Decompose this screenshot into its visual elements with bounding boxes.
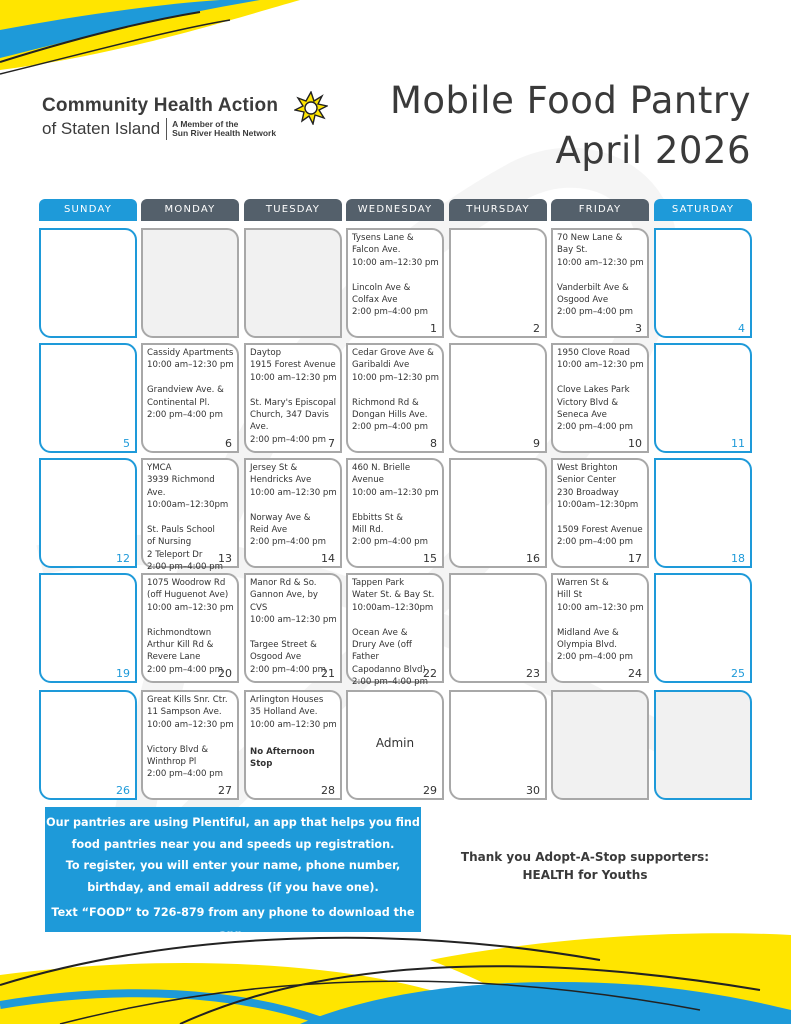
day-number: 8 [430,437,437,450]
day-cell [141,228,239,338]
cell-text: Great Kills Snr. Ctr. 11 Sampson Ave. 10:00 am–12:30 pm Victory Blvd & Winthrop Pl 2:00 pm–4:00 pm [147,695,234,780]
day-number: 23 [526,667,540,680]
day-number: 4 [738,322,745,335]
day-number: 12 [116,552,130,565]
day-number: 25 [731,667,745,680]
sun-icon [294,91,328,125]
day-cell [39,343,137,453]
bottom-swoosh [0,933,791,1024]
day-cell [449,458,547,568]
day-cell [141,343,239,453]
day-cell [141,690,239,800]
info-line: To register, you will enter your name, phone number, [65,859,401,872]
day-cell [346,343,444,453]
cell-note: No Afternoon Stop [250,747,315,770]
day-cell [346,573,444,688]
member-line2: Sun River Health Network [172,128,277,138]
cell-text: Jersey St & Hendricks Ave 10:00 am–12:30 pm Norway Ave & Reid Ave 2:00 pm–4:00 pm [250,463,337,548]
day-cell [39,458,137,568]
day-cell [141,573,239,683]
cell-text: Warren St & Hill St 10:00 am–12:30 pm Midland Ave & Olympia Blvd. 2:00 pm–4:00 pm [557,578,644,663]
day-number: 21 [321,667,335,680]
day-number: 18 [731,552,745,565]
cell-text: West Brighton Senior Center 230 Broadway 10:00am–12:30pm 1509 Forest Avenue 2:00 pm–4:00 pm [557,463,643,548]
title-line2: April 2026 [555,129,751,172]
page-title [390,76,751,176]
day-number: 14 [321,552,335,565]
day-cell [551,690,649,800]
organization-logo [42,95,278,140]
day-number: 6 [225,437,232,450]
day-cell [346,228,444,338]
day-header-sunday: SUNDAY [39,199,137,221]
day-number: 20 [218,667,232,680]
day-cell [551,228,649,338]
info-line: birthday, and email address (if you have one). [87,880,379,894]
day-number: 27 [218,784,232,797]
day-headers [39,199,752,221]
day-number: 10 [628,437,642,450]
day-number: 26 [116,784,130,797]
org-name: Community Health Action [42,95,279,116]
day-cell [141,458,239,573]
day-cell [39,228,137,338]
title-line1: Mobile Food Pantry [389,79,751,122]
day-cell [39,690,137,800]
cell-text: Tysens Lane & Falcon Ave. 10:00 am–12:30 pm Lincoln Ave & Colfax Ave 2:00 pm–4:00 pm [352,233,439,318]
plentiful-info-box [45,807,421,941]
day-number: 9 [533,437,540,450]
day-number: 19 [116,667,130,680]
day-number: 28 [321,784,335,797]
day-number: 7 [328,437,335,450]
day-number: 1 [430,322,437,335]
cell-text: Daytop 1915 Forest Avenue 10:00 am–12:30 pm St. Mary's Episcopal Church, 347 Davis Ave. 2:00 pm–4:00 pm [250,348,337,445]
cell-text: YMCA 3939 Richmond Ave. 10:00am–12:30pm St. Pauls School of Nursing 2 Teleport Dr 2:00 pm–4:00 pm [147,463,229,573]
day-cell [449,573,547,683]
day-number: 11 [731,437,745,450]
day-cell [551,458,649,568]
day-cell [654,458,752,568]
day-header-saturday: SATURDAY [654,199,752,221]
day-cell [244,343,342,453]
day-number: 29 [423,784,437,797]
day-cell [654,228,752,338]
org-sub: of Staten Island [42,119,161,138]
logo-subline [42,118,278,140]
day-cell [346,690,444,800]
info-line: food pantries near you and speeds up registration. [71,837,395,851]
top-left-swoosh [0,0,300,74]
day-number: 22 [423,667,437,680]
day-cell [449,228,547,338]
day-cell [244,458,342,568]
day-cell [39,573,137,683]
day-header-friday: FRIDAY [551,199,649,221]
day-header-wednesday: WEDNESDAY [346,199,444,221]
day-number: 3 [635,322,642,335]
cell-text: 460 N. Brielle Avenue 10:00 am–12:30 pm Ebbitts St & Mill Rd. 2:00 pm–4:00 pm [352,463,439,548]
cell-text: 70 New Lane & Bay St. 10:00 am–12:30 pm Vanderbilt Ave & Osgood Ave 2:00 pm–4:00 pm [557,233,644,318]
cell-text: Cassidy Apartments 10:00 am–12:30 pm Grandview Ave. & Continental Pl. 2:00 pm–4:00 pm [147,348,234,421]
day-number: 24 [628,667,642,680]
day-number: 30 [526,784,540,797]
day-cell [449,690,547,800]
day-number: 17 [628,552,642,565]
cell-text: Cedar Grove Ave & Garibaldi Ave 10:00 pm–12:30 pm Richmond Rd & Dongan Hills Ave. 2:00 pm–4:00 pm [352,348,439,433]
day-cell [654,690,752,800]
logo-divider [166,118,167,140]
day-number: 13 [218,552,232,565]
thanks-note [440,848,730,884]
day-number: 2 [533,322,540,335]
day-header-tuesday: TUESDAY [244,199,342,221]
day-cell [551,573,649,683]
day-cell [244,690,342,800]
cell-text: Arlington Houses 35 Holland Ave. 10:00 am–12:30 pm [250,695,337,730]
info-line: Our pantries are using Plentiful, an app that helps you find [46,816,420,829]
day-cell [244,228,342,338]
day-number: 15 [423,552,437,565]
day-cell [346,458,444,568]
thanks-line1: Thank you Adopt-A-Stop supporters: [460,850,710,864]
day-cell [551,343,649,453]
member-line1: A Member of the [172,119,239,129]
day-header-monday: MONDAY [141,199,239,221]
member-text [172,120,276,138]
day-number: 16 [526,552,540,565]
info-line-text-instruction: Text “FOOD” to 726-879 from any phone to download the app. [51,906,415,941]
day-cell [654,343,752,453]
cell-text: Manor Rd & So. Gannon Ave, by CVS 10:00 am–12:30 pm Targee Street & Osgood Ave 2:00 pm–4:00 pm [250,578,337,675]
day-cell [244,573,342,683]
calendar-grid [39,228,752,800]
thanks-line2: HEALTH for Youths [522,868,648,882]
cell-text: Tappen Park Water St. & Bay St. 10:00am–12:30pm Ocean Ave & Drury Ave (off Father Capodanno Blvd) 2:00 pm–4:00 pm [352,578,435,688]
day-number: 5 [123,437,130,450]
day-cell [654,573,752,683]
day-cell [449,343,547,453]
cell-admin-label: Admin [375,736,415,750]
cell-text: 1950 Clove Road 10:00 am–12:30 pm Clove Lakes Park Victory Blvd & Seneca Ave 2:00 pm–4:00 pm [557,348,644,433]
cell-text: 1075 Woodrow Rd (off Huguenot Ave) 10:00 am–12:30 pm Richmondtown Arthur Kill Rd & Revere Lane 2:00 pm–4:00 pm [147,578,234,675]
day-header-thursday: THURSDAY [449,199,547,221]
